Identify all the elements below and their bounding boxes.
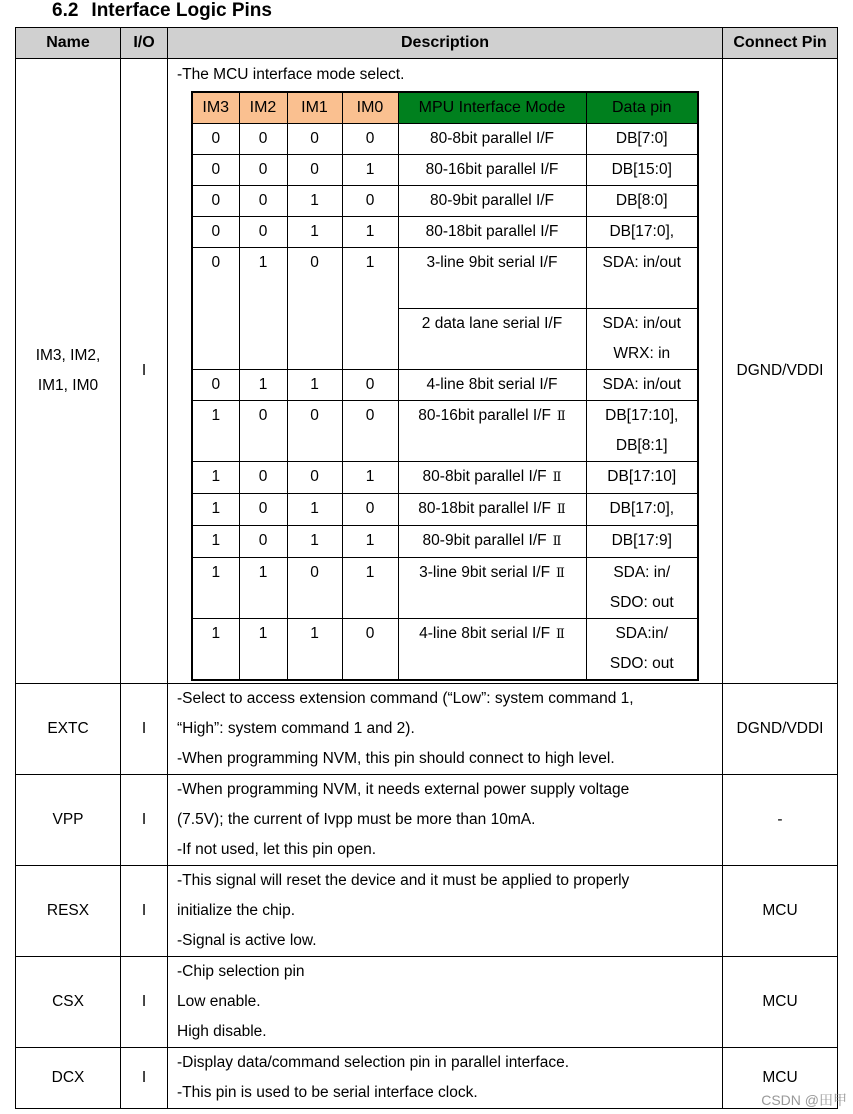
data-pin-line: SDA: in/: [613, 564, 671, 581]
pin-io: I: [121, 775, 168, 866]
pin-connect-im: DGND/VDDI: [723, 59, 838, 684]
mode-bit-im3: 0: [192, 186, 239, 217]
section-heading: Interface Logic Pins: [91, 0, 272, 21]
mode-row: [192, 248, 698, 309]
mode-bit-im2: 1: [239, 248, 287, 370]
mode-row: [192, 558, 698, 619]
mode-interface-label: 80-9bit parallel I/F: [422, 532, 547, 549]
mode-interface-label: 80-8bit parallel I/F: [422, 468, 547, 485]
table-row-dcx: [16, 1048, 838, 1109]
data-pin-line: WRX: in: [613, 345, 671, 362]
mode-interface: [398, 401, 586, 462]
mode-row: [192, 462, 698, 494]
mode-data-pin: [586, 248, 698, 309]
mode-bit-im2: 0: [239, 124, 287, 155]
pin-connect: DGND/VDDI: [723, 684, 838, 775]
mode-bit-im1: 1: [287, 186, 342, 217]
mode-bit-im0: 0: [342, 494, 398, 526]
mode-bit-im1: 1: [287, 619, 342, 681]
mode-interface: [398, 186, 586, 217]
mode-interface: [398, 619, 586, 681]
mode-bit-im1: 0: [287, 558, 342, 619]
mode-bit-im2: 0: [239, 526, 287, 558]
header-description: Description: [168, 28, 723, 59]
mode-header-im2: IM2: [239, 92, 287, 124]
roman-two-mark: Ⅱ: [556, 502, 566, 517]
mode-data-pin: [586, 401, 698, 462]
description-line: -When programming NVM, this pin should connect to high level.: [177, 750, 615, 767]
mode-bit-im2: 1: [239, 370, 287, 401]
data-pin-line: DB[15:0]: [611, 161, 672, 178]
description-line: -If not used, let this pin open.: [177, 841, 377, 858]
description-line: -Display data/command selection pin in parallel interface.: [177, 1054, 570, 1071]
mode-interface: [398, 494, 586, 526]
pin-connect: MCU: [723, 1048, 838, 1109]
data-pin-line: DB[7:0]: [615, 130, 668, 147]
mode-bit-im1: 0: [287, 155, 342, 186]
mpu-mode-table: [191, 91, 699, 681]
mode-bit-im2: 1: [239, 619, 287, 681]
mode-header-im1: IM1: [287, 92, 342, 124]
mode-bit-im0: 1: [342, 462, 398, 494]
mode-interface-label: 80-16bit parallel I/F: [418, 407, 551, 424]
mode-bit-im3: 0: [192, 370, 239, 401]
mode-row: [192, 526, 698, 558]
data-pin-line: SDA: in/out: [602, 315, 681, 332]
roman-two-mark: Ⅱ: [552, 470, 562, 485]
mode-data-pin: [586, 155, 698, 186]
mode-interface-label: 3-line 9bit serial I/F: [426, 254, 558, 271]
pin-io: I: [121, 684, 168, 775]
pin-name-im-line1: IM3, IM2,: [35, 347, 101, 364]
data-pin-line: DB[17:10]: [607, 468, 677, 485]
mode-bit-im0: 1: [342, 558, 398, 619]
mode-bit-im3: 0: [192, 217, 239, 248]
header-row: [16, 28, 838, 59]
mode-data-pin: [586, 124, 698, 155]
mode-bit-im3: 0: [192, 248, 239, 370]
pin-connect: MCU: [723, 957, 838, 1048]
roman-two-mark: Ⅱ: [556, 627, 565, 642]
mode-bit-im1: 0: [287, 248, 342, 370]
mode-row: [192, 370, 698, 401]
mode-bit-im2: 0: [239, 494, 287, 526]
mode-bit-im3: 1: [192, 526, 239, 558]
pin-io: I: [121, 957, 168, 1048]
roman-two-mark: Ⅱ: [556, 409, 566, 424]
pin-connect: MCU: [723, 866, 838, 957]
mode-data-pin: [586, 558, 698, 619]
mode-bit-im1: 0: [287, 401, 342, 462]
mode-bit-im0: 1: [342, 248, 398, 370]
mode-interface-label: 3-line 9bit serial I/F: [419, 564, 551, 581]
mode-interface: [398, 248, 586, 309]
mode-bit-im0: 1: [342, 155, 398, 186]
pin-name: EXTC: [16, 684, 121, 775]
data-pin-line: DB[17:0],: [609, 223, 675, 240]
mode-row: [192, 186, 698, 217]
mode-data-pin: [586, 370, 698, 401]
mode-data-pin: [586, 526, 698, 558]
data-pin-line: SDO: out: [609, 594, 674, 611]
mode-header-mpu-interface-mode: MPU Interface Mode: [398, 92, 586, 124]
mode-interface: 2 data lane serial I/F: [398, 309, 586, 370]
section-number: 6.2: [52, 0, 79, 21]
mode-bit-im3: 0: [192, 124, 239, 155]
description-line: initialize the chip.: [177, 902, 296, 919]
table-row-csx: [16, 957, 838, 1048]
data-pin-line: DB[17:0],: [609, 500, 675, 517]
pin-description-im: [168, 59, 723, 684]
header-name: Name: [16, 28, 121, 59]
pin-name-im: [16, 59, 121, 684]
description-line: -Signal is active low.: [177, 932, 317, 949]
mode-bit-im1: 1: [287, 494, 342, 526]
description-line: “High”: system command 1 and 2).: [177, 720, 415, 737]
mode-bit-im2: 0: [239, 217, 287, 248]
mode-interface-label: 4-line 8bit serial I/F: [426, 376, 558, 393]
mode-bit-im3: 1: [192, 619, 239, 681]
mode-bit-im1: 0: [287, 462, 342, 494]
mode-header-row: [192, 92, 698, 124]
description-line: Low enable.: [177, 993, 261, 1010]
mode-interface-label: 80-18bit parallel I/F: [425, 223, 559, 240]
mode-interface: [398, 217, 586, 248]
mode-bit-im1: 1: [287, 526, 342, 558]
mode-header-data-pin: Data pin: [586, 92, 698, 124]
table-row-extc: [16, 684, 838, 775]
mode-data-pin: [586, 309, 698, 370]
mode-interface: [398, 558, 586, 619]
mode-bit-im3: 1: [192, 558, 239, 619]
data-pin-line: SDO: out: [609, 655, 674, 672]
mode-bit-im3: 0: [192, 155, 239, 186]
description-line: (7.5V); the current of Ivpp must be more than 10mA.: [177, 811, 536, 828]
section-title: [52, 0, 272, 22]
mode-interface: [398, 462, 586, 494]
mode-bit-im2: 0: [239, 186, 287, 217]
pin-description: [168, 957, 723, 1048]
description-line: -When programming NVM, it needs external power supply voltage: [177, 781, 630, 798]
interface-pins-table: [15, 27, 838, 1109]
mode-bit-im0: 1: [342, 217, 398, 248]
data-pin-line: SDA:in/: [615, 625, 669, 642]
table-row-resx: [16, 866, 838, 957]
pin-name: RESX: [16, 866, 121, 957]
watermark: CSDN @田甲: [761, 1092, 847, 1108]
mode-bit-im1: 0: [287, 124, 342, 155]
data-pin-line: DB[8:1]: [615, 437, 668, 454]
mode-bit-im0: 1: [342, 526, 398, 558]
data-pin-line: DB[17:9]: [611, 532, 672, 549]
mode-row: [192, 619, 698, 681]
data-pin-line: DB[8:0]: [615, 192, 668, 209]
mode-header-im3: IM3: [192, 92, 239, 124]
pin-name: DCX: [16, 1048, 121, 1109]
mode-data-pin: [586, 186, 698, 217]
mode-bit-im2: 1: [239, 558, 287, 619]
mode-bit-im3: 1: [192, 494, 239, 526]
mode-interface-label: 80-8bit parallel I/F: [429, 130, 555, 147]
mode-data-pin: [586, 462, 698, 494]
pin-name: VPP: [16, 775, 121, 866]
mode-bit-im1: 1: [287, 370, 342, 401]
mode-row: [192, 494, 698, 526]
pin-io-im: I: [121, 59, 168, 684]
pin-description: [168, 1048, 723, 1109]
mode-data-pin: [586, 217, 698, 248]
mode-bit-im2: 0: [239, 155, 287, 186]
pin-name-im-line2: IM1, IM0: [37, 377, 99, 394]
data-pin-line: SDA: in/out: [602, 376, 681, 393]
mode-interface: [398, 124, 586, 155]
mode-data-pin: [586, 494, 698, 526]
mode-bit-im0: 0: [342, 124, 398, 155]
description-line: High disable.: [177, 1023, 267, 1040]
table-row-vpp: [16, 775, 838, 866]
mode-row: [192, 401, 698, 462]
mode-bit-im0: 0: [342, 370, 398, 401]
data-pin-line: SDA: in/out: [602, 254, 681, 271]
pin-name: CSX: [16, 957, 121, 1048]
mode-interface-label: 80-9bit parallel I/F: [429, 192, 555, 209]
header-connect-pin: Connect Pin: [723, 28, 838, 59]
mode-bit-im0: 0: [342, 186, 398, 217]
roman-two-mark: Ⅱ: [556, 566, 565, 581]
mode-interface-label: 80-16bit parallel I/F: [425, 161, 559, 178]
description-line: -This pin is used to be serial interface clock.: [177, 1084, 478, 1101]
mode-interface-label: 4-line 8bit serial I/F: [419, 625, 551, 642]
im-intro: -The MCU interface mode select.: [177, 66, 405, 83]
mode-bit-im0: 0: [342, 619, 398, 681]
mode-interface: [398, 370, 586, 401]
mode-bit-im3: 1: [192, 401, 239, 462]
description-line: -This signal will reset the device and it must be applied to properly: [177, 872, 630, 889]
header-io: I/O: [121, 28, 168, 59]
description-line: -Chip selection pin: [177, 963, 305, 980]
mode-bit-im2: 0: [239, 462, 287, 494]
mode-bit-im0: 0: [342, 401, 398, 462]
pin-io: I: [121, 1048, 168, 1109]
mode-interface-label: 80-18bit parallel I/F: [418, 500, 551, 517]
pin-description: [168, 775, 723, 866]
mode-row: [192, 155, 698, 186]
roman-two-mark: Ⅱ: [552, 534, 562, 549]
mode-header-im0: IM0: [342, 92, 398, 124]
description-line: -Select to access extension command (“Low”: system command 1,: [177, 690, 634, 707]
mode-bit-im3: 1: [192, 462, 239, 494]
pin-description: [168, 866, 723, 957]
mode-data-pin: [586, 619, 698, 681]
pin-io: I: [121, 866, 168, 957]
pin-description: [168, 684, 723, 775]
mode-row: [192, 217, 698, 248]
table-row-im: [16, 59, 838, 684]
mode-row: [192, 124, 698, 155]
pin-connect: -: [723, 775, 838, 866]
mode-interface: [398, 526, 586, 558]
mode-bit-im1: 1: [287, 217, 342, 248]
mode-bit-im2: 0: [239, 401, 287, 462]
mode-interface: [398, 155, 586, 186]
data-pin-line: DB[17:10],: [605, 407, 679, 424]
